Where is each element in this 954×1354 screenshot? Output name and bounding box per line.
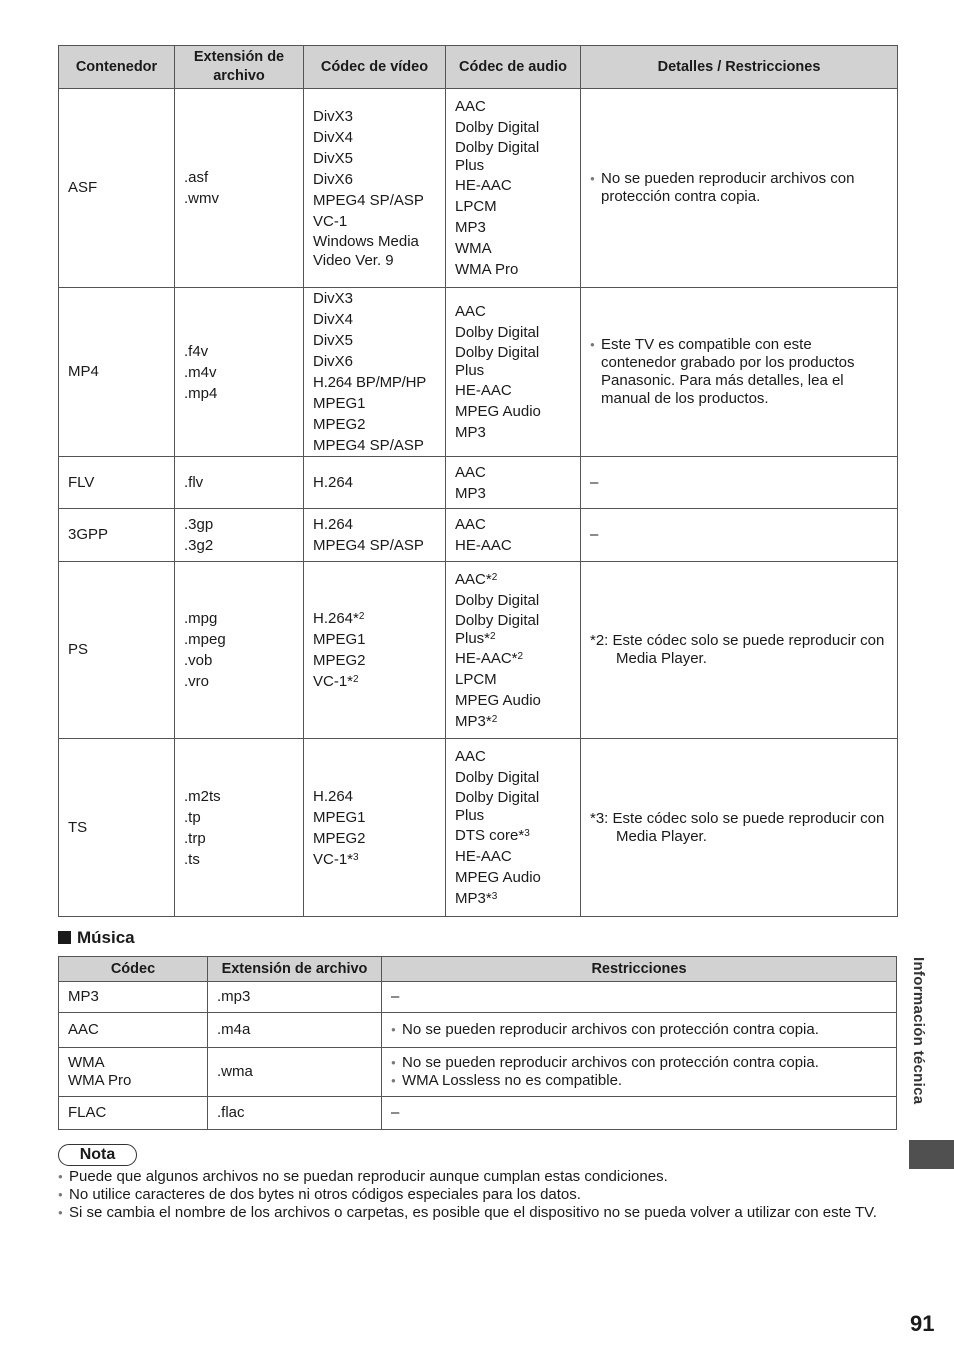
audio-codec: HE-AAC <box>455 537 512 554</box>
extension: .m2ts <box>184 787 221 805</box>
audio-codec: Plus <box>455 362 485 379</box>
restrictions-cell <box>382 1013 897 1048</box>
audio-codec: MPEG Audio <box>455 403 541 420</box>
footnote <box>590 810 888 846</box>
video-codec: MPEG2 <box>313 829 366 847</box>
music-heading-text: Música <box>77 928 135 947</box>
video-codec: Windows Media <box>313 233 419 250</box>
table-row <box>59 982 897 1013</box>
video-codec: Video Ver. 9 <box>313 252 394 269</box>
notes-list <box>58 1168 877 1222</box>
audio-codec: Plus <box>455 157 485 174</box>
video-codec: MPEG1 <box>313 395 366 412</box>
container-cell: ASF <box>59 89 175 288</box>
footnote-marker: 2 <box>491 571 498 583</box>
video-codec-cell <box>304 739 446 917</box>
audio-codec-cell <box>446 288 581 457</box>
audio-codec: MP3 <box>455 424 486 441</box>
header-restrictions: Restricciones <box>382 957 897 982</box>
audio-codec-cell <box>446 509 581 562</box>
audio-codec-name: AAC* <box>455 570 492 588</box>
codec-cell: MP3 <box>59 982 208 1013</box>
footnote-marker: 2 <box>517 650 524 662</box>
footnote-marker: 3 <box>524 828 530 839</box>
container-cell: PS <box>59 562 175 739</box>
audio-codec-cell <box>446 562 581 739</box>
audio-codec <box>455 569 571 590</box>
audio-codec: Dolby Digital <box>455 119 540 136</box>
container-cell: FLV <box>59 457 175 509</box>
nota-label: Nota <box>58 1144 137 1166</box>
audio-codec: HE-AAC <box>455 382 512 399</box>
table-row <box>59 509 898 562</box>
audio-codec: AAC <box>455 748 486 765</box>
section-tab-marker <box>909 1140 954 1169</box>
extension: .wmv <box>184 190 219 207</box>
details-bullet: ● Este TV es compatible con este contenedor grabado por los productos Panasonic. Para más detalles, lea el manual de los productos. <box>590 336 888 408</box>
header-codec: Códec <box>59 957 208 982</box>
audio-codec: AAC <box>455 516 486 533</box>
audio-codec: HE-AAC <box>455 177 512 194</box>
table-row <box>59 1048 897 1097</box>
audio-codec: Dolby Digital <box>455 139 540 156</box>
video-codec: DivX6 <box>313 353 354 370</box>
header-audio-codec: Códec de audio <box>446 46 581 89</box>
table-row <box>59 89 898 288</box>
extension: .3g2 <box>184 537 214 554</box>
table-row <box>59 288 898 457</box>
audio-codec <box>455 630 571 648</box>
audio-codec-cell <box>446 457 581 509</box>
extension-cell <box>175 457 304 509</box>
audio-codec <box>455 648 571 669</box>
note-item: ● Si se cambia el nombre de los archivos o carpetas, es posible que el dispositivo no se pueda volver a utilizar con este TV. <box>58 1204 877 1222</box>
video-codec <box>313 608 436 629</box>
video-codec-cell <box>304 89 446 288</box>
audio-codec-name: HE-AAC* <box>455 649 518 667</box>
footnote-marker: 3 <box>491 891 498 902</box>
side-label-text: Información técnica <box>910 957 927 1105</box>
container-cell: TS <box>59 739 175 917</box>
square-bullet-icon <box>58 931 71 944</box>
extension: .mp4 <box>184 384 218 402</box>
footnote-marker: 2 <box>491 713 498 725</box>
extension: .ts <box>184 850 200 868</box>
audio-codec-name: Plus* <box>455 629 491 647</box>
table-row <box>59 739 898 917</box>
extension-cell: .m4a <box>208 1013 382 1048</box>
audio-codec: Dolby Digital <box>455 789 540 806</box>
video-codec: H.264 <box>313 787 354 805</box>
audio-codec: WMA <box>455 240 492 257</box>
details-cell <box>581 288 898 457</box>
header-details: Detalles / Restricciones <box>581 46 898 89</box>
extension: .3gp <box>184 516 214 533</box>
footnote-text: Este códec solo se puede reproducir con Media Player. <box>612 632 885 667</box>
header-contenedor: Contenedor <box>59 46 175 89</box>
audio-codec: MPEG Audio <box>455 869 541 886</box>
container-cell: MP4 <box>59 288 175 457</box>
extension: .f4v <box>184 342 209 360</box>
video-codec: DivX5 <box>313 332 354 349</box>
header-video-codec: Códec de vídeo <box>304 46 446 89</box>
audio-codec: AAC <box>455 98 486 115</box>
container-cell: 3GPP <box>59 509 175 562</box>
video-codec: DivX3 <box>313 108 354 125</box>
extension: .vob <box>184 652 213 669</box>
footnote-marker: 2 <box>353 674 359 685</box>
audio-codec: LPCM <box>455 670 497 688</box>
audio-codec: MP3 <box>455 219 486 236</box>
audio-codec-name: MP3* <box>455 890 492 907</box>
extension: .asf <box>184 169 209 186</box>
video-codec: H.264 <box>313 473 354 491</box>
page-number: 91 <box>910 1311 935 1336</box>
audio-codec: Plus <box>455 807 485 824</box>
audio-codec <box>455 825 571 846</box>
extension: .trp <box>184 829 206 847</box>
audio-codec: Dolby Digital <box>455 344 540 361</box>
footnote-marker: 3 <box>353 851 359 863</box>
header-extension: Extensión de archivo <box>208 957 382 982</box>
audio-codec: Dolby Digital <box>455 611 540 629</box>
details-cell: – <box>581 509 898 562</box>
table-row <box>59 562 898 739</box>
audio-codec <box>455 888 571 909</box>
table-row <box>59 1013 897 1048</box>
extension-cell <box>175 288 304 457</box>
video-codec: MPEG2 <box>313 652 366 669</box>
restriction-bullet: ● No se pueden reproducir archivos con protección contra copia. <box>391 1021 887 1039</box>
extension-cell <box>175 89 304 288</box>
extension-cell <box>175 562 304 739</box>
audio-codec: Dolby Digital <box>455 324 540 341</box>
extension: .mpg <box>184 610 218 627</box>
video-codec-cell <box>304 457 446 509</box>
video-codec: DivX5 <box>313 150 354 167</box>
video-codec-cell <box>304 562 446 739</box>
codec-cell: FLAC <box>59 1097 208 1130</box>
video-codec: H.264 BP/MP/HP <box>313 374 427 391</box>
video-codec-cell <box>304 509 446 562</box>
details-cell <box>581 89 898 288</box>
extension: .tp <box>184 808 201 826</box>
restrictions-cell: – <box>382 982 897 1013</box>
codec-name: WMA <box>68 1054 105 1071</box>
extension-cell <box>175 739 304 917</box>
video-codec: MPEG4 SP/ASP <box>313 537 424 554</box>
video-codec-name: H.264* <box>313 610 359 627</box>
restrictions-cell: – <box>382 1097 897 1130</box>
details-cell <box>581 562 898 739</box>
video-codec: MPEG4 SP/ASP <box>313 437 424 454</box>
music-section-heading <box>58 928 135 948</box>
video-codec: MPEG1 <box>313 631 366 648</box>
table-header-row <box>59 46 898 89</box>
footnote <box>590 632 888 668</box>
audio-codec: Dolby Digital <box>455 591 540 609</box>
video-codec: VC-1 <box>313 213 348 230</box>
extension: .vro <box>184 673 210 690</box>
footnote-marker: 2 <box>358 611 365 622</box>
extension: .flv <box>184 473 204 491</box>
table-row <box>59 1097 897 1130</box>
extension-cell: .flac <box>208 1097 382 1130</box>
restriction-bullet: ● No se pueden reproducir archivos con protección contra copia. <box>391 1054 887 1072</box>
video-codec: DivX4 <box>313 311 354 328</box>
audio-codec: Dolby Digital <box>455 769 540 786</box>
video-codec: MPEG1 <box>313 808 366 826</box>
video-codec-cell <box>304 288 446 457</box>
video-codec: MPEG2 <box>313 416 366 433</box>
extension-cell: .mp3 <box>208 982 382 1013</box>
footnote-marker: 2 <box>490 630 496 642</box>
video-codec <box>313 671 436 692</box>
details-cell: – <box>581 457 898 509</box>
audio-codec: MP3 <box>455 484 486 502</box>
extension: .m4v <box>184 363 217 381</box>
video-codec: H.264 <box>313 516 354 533</box>
extension-cell: .wma <box>208 1048 382 1097</box>
video-container-table <box>58 45 898 917</box>
footnote-ref: *3: <box>590 809 609 827</box>
audio-codec: WMA Pro <box>455 261 519 278</box>
audio-codec: LPCM <box>455 198 497 215</box>
extension-cell <box>175 509 304 562</box>
audio-codec: AAC <box>455 303 486 320</box>
details-cell <box>581 739 898 917</box>
table-header-row <box>59 957 897 982</box>
codec-name: WMA Pro <box>68 1072 132 1089</box>
codec-cell: AAC <box>59 1013 208 1048</box>
audio-codec <box>455 711 571 732</box>
video-codec: MPEG4 SP/ASP <box>313 192 424 209</box>
codec-cell <box>59 1048 208 1097</box>
audio-codec-name: MP3* <box>455 712 492 730</box>
video-codec <box>313 849 436 870</box>
footnote-ref: *2: <box>590 632 609 649</box>
audio-codec-cell <box>446 739 581 917</box>
restrictions-cell <box>382 1048 897 1097</box>
video-codec-name: VC-1* <box>313 850 354 868</box>
details-bullet: ● No se pueden reproducir archivos con protección contra copia. <box>590 170 888 206</box>
section-side-label <box>910 957 934 1129</box>
footnote-text: Este códec solo se puede reproducir con Media Player. <box>612 809 885 845</box>
music-codec-table <box>58 956 897 1130</box>
extension: .mpeg <box>184 631 226 648</box>
note-item: ● Puede que algunos archivos no se puedan reproducir aunque cumplan estas condiciones. <box>58 1168 877 1186</box>
video-codec: DivX4 <box>313 129 354 146</box>
audio-codec: AAC <box>455 463 486 481</box>
note-item: ● No utilice caracteres de dos bytes ni otros códigos especiales para los datos. <box>58 1186 877 1204</box>
header-extension: Extensión de archivo <box>175 46 304 89</box>
video-codec: DivX6 <box>313 171 354 188</box>
table-row <box>59 457 898 509</box>
video-codec: DivX3 <box>313 290 354 307</box>
restriction-bullet: ● WMA Lossless no es compatible. <box>391 1072 887 1090</box>
audio-codec: HE-AAC <box>455 848 512 865</box>
video-codec-name: VC-1* <box>313 673 354 690</box>
audio-codec-cell <box>446 89 581 288</box>
audio-codec-name: DTS core* <box>455 827 525 844</box>
audio-codec: MPEG Audio <box>455 691 541 709</box>
